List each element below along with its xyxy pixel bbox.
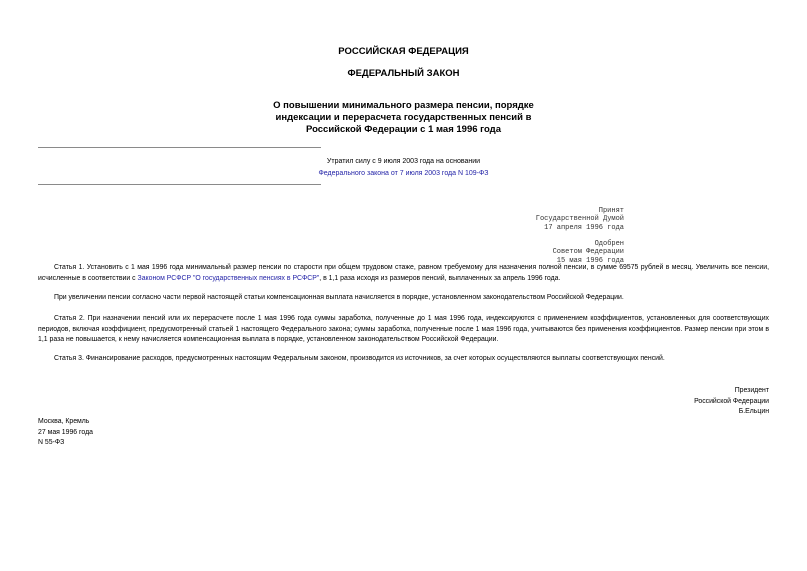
adoption-line: 17 апреля 1996 года — [544, 223, 624, 232]
article-1-text: Статья 1. Установить с 1 мая 1996 года минимальный размер пенсии по старости при общем трудовом стаже, равном требуемому для назначения полной пенсии, в сумме 69575 рублей в месяц. Увеличить все пенсии, исчисленные в соответствии с — [38, 264, 769, 282]
divider-bottom — [38, 184, 321, 185]
place-date-block — [38, 417, 238, 449]
signature-line: Б.Ельцин — [738, 408, 769, 415]
article-3: Статья 3. Финансирование расходов, предусмотренных настоящим Федеральным законом, производится из источников, за счет которых осуществляются выплаты соответствующих пенсий. — [54, 355, 665, 362]
title-line: О повышении минимального размера пенсии, порядке — [273, 100, 534, 111]
adoption-line — [440, 232, 624, 240]
article-1-text-end: , в 1,1 раза исходя из размеров пенсий, выплаченных за апрель 1996 года. — [319, 274, 561, 282]
adoption-line: Принят — [598, 207, 624, 215]
approval-line: Советом Федерации — [552, 248, 624, 257]
place-line: Москва, Кремль — [38, 418, 90, 425]
country-heading: РОССИЙСКАЯ ФЕДЕРАЦИЯ — [338, 46, 469, 57]
adoption-line: Государственной Думой — [535, 215, 624, 224]
repeal-law-link[interactable]: Федерального закона от 7 июля 2003 года N 109-ФЗ — [318, 170, 489, 177]
law-number: N 55-ФЗ — [38, 439, 65, 446]
status-text: Утратил силу с 9 июля 2003 года на основании — [326, 158, 481, 165]
approval-line: 15 мая 1996 года — [556, 256, 624, 265]
article-2: Статья 2. При назначении пенсий или их перерасчете после 1 мая 1996 года суммы заработка, полученные до 1 мая 1996 года, индексируются с применением коэффициентов, установленных для соответствующих периодов, включая коэффициент, предусмотренный статьей 1 настоящего Федерального закона; суммы заработка, полученные после 1 мая 1996 года, учитываются без применения коэффициентов. Размер пенсии при этом в 1,1 раза не повышается, к нему начисляется компенсационная выплата в порядке, установленном законодательством Российской Федерации. — [38, 315, 769, 344]
title-line: Российской Федерации с 1 мая 1996 года — [306, 124, 501, 135]
pension-law-link[interactable]: Законом РСФСР "О государственных пенсиях в РСФСР" — [137, 274, 320, 282]
signature-line: Российской Федерации — [694, 397, 769, 405]
article-1 — [38, 263, 769, 284]
divider-top — [38, 147, 321, 148]
adoption-block — [440, 207, 624, 265]
article-1-part-2: При увеличении пенсии согласно части первой настоящей статьи компенсационная выплата начисляется в порядке, установленном законодательством Российской Федерации. — [54, 294, 624, 301]
approval-line: Одобрен — [594, 240, 624, 249]
title-line: индексации и перерасчета государственных пенсий в — [275, 112, 532, 123]
signature-block — [560, 386, 769, 418]
doc-type-heading: ФЕДЕРАЛЬНЫЙ ЗАКОН — [347, 68, 460, 79]
document-title — [0, 100, 807, 136]
signature-line: Президент — [734, 387, 769, 394]
date-line: 27 мая 1996 года — [38, 428, 93, 436]
